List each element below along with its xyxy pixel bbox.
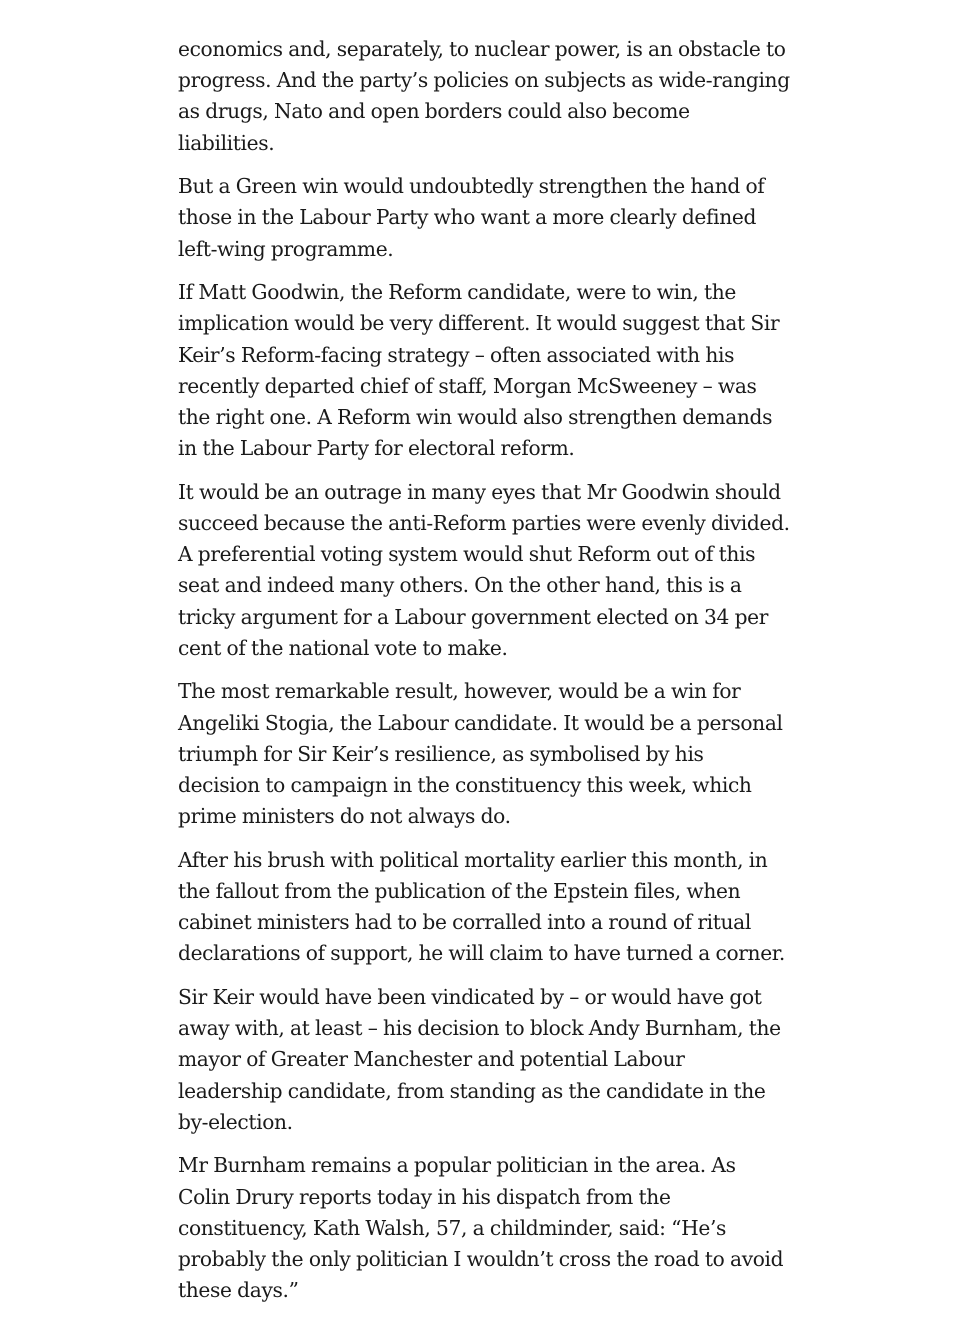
article-paragraph: Sir Keir would have been vindicated by – or would have got away with, at least – his decision to block Andy Burnham, the mayor of Greater Manchester and potential Labour leadership candidate, from standing as the candidate in the by-election. [178, 985, 781, 1134]
article-paragraph: economics and, separately, to nuclear power, is an obstacle to progress. And the party’s policies on subjects as wide-ranging as drugs, Nato and open borders could also become liabilities. [178, 37, 790, 155]
article-paragraph: But a Green win would undoubtedly strengthen the hand of those in the Labour Party who want a more clearly defined left-wing programme. [178, 174, 765, 261]
article-paragraph: After his brush with political mortality earlier this month, in the fallout from the publication of the Epstein files, when cabinet ministers had to be corralled into a round of ritual declarations of support, he will claim to have turned a corner. [178, 847, 785, 966]
article-paragraph: Mr Burnham remains a popular politician in the area. As Colin Drury reports today in his dispatch from the constituency, Kath Walsh, 57, a childminder, said: “He’s probably the only politician I wouldn’t cross the road to avoid these days.” [178, 1153, 784, 1303]
article-paragraph: The most remarkable result, however, would be a win for Angeliki Stogia, the Labour candidate. It would be a personal triumph for Sir Keir’s resilience, as symbolised by his decision to campaign in the constituency this week, which prime ministers do not always do. [178, 679, 783, 829]
article-paragraph: If Matt Goodwin, the Reform candidate, were to win, the implication would be very different. It would suggest that Sir Keir’s Reform-facing strategy – often associated with his recently departed chief of staff, Morgan McSweeney – was the right one. A Reform win would also strengthen demands in the Labour Party for electoral reform. [178, 280, 780, 461]
article-paragraph: It would be an outrage in many eyes that Mr Goodwin should succeed because the anti-Reform parties were evenly divided. A preferential voting system would shut Reform out of this seat and indeed many others. On the other hand, this is a tricky argument for a Labour government elected on 34 per cent of the national vote to make. [178, 479, 790, 660]
article-body [178, 34, 790, 1319]
